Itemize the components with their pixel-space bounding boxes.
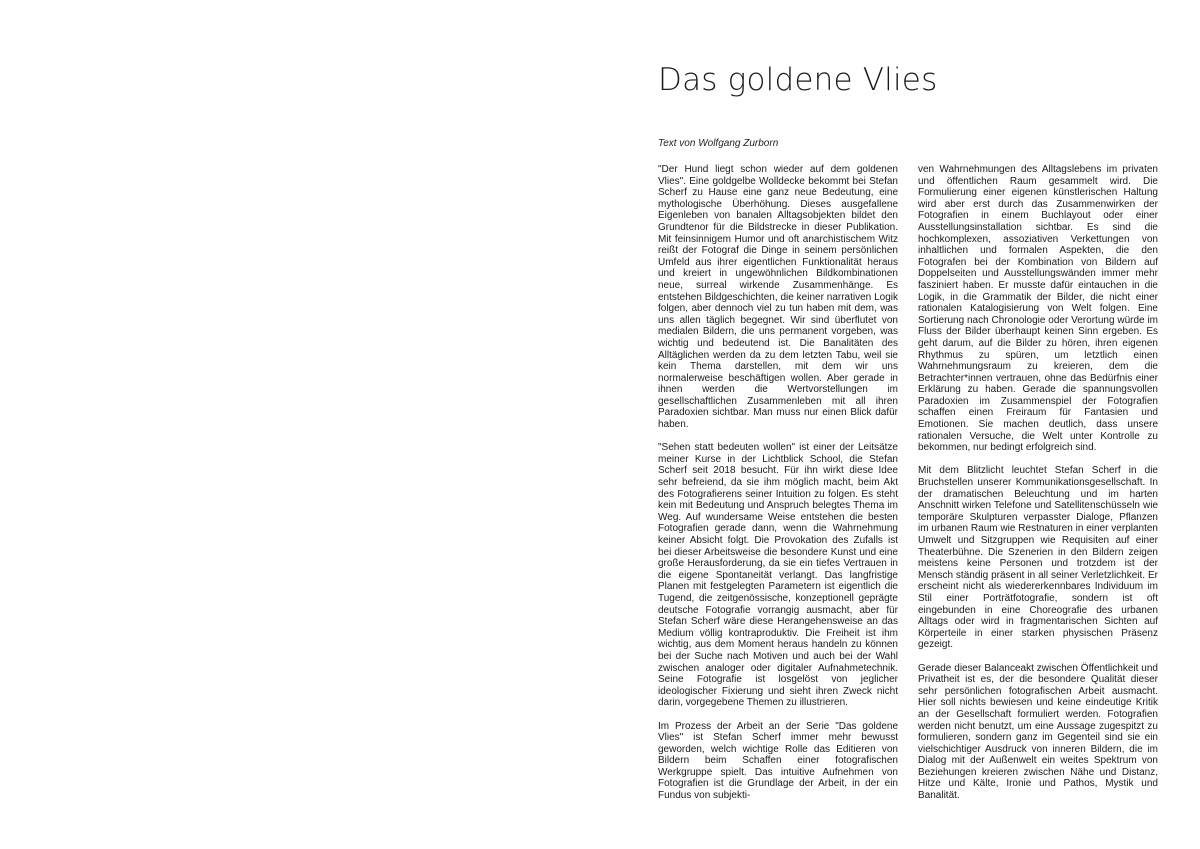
article-title: Das goldene Vlies [658,62,938,98]
paragraph: "Sehen statt bedeuten wollen" ist einer der Leitsätze meiner Kurse in der Lichtblick School, die Stefan Scherf seit 2018 besucht. Für ihn wirkt diese Idee sehr befreiend, da sie ihm möglich macht, beim Akt des Fotografierens seiner Intuition zu folgen. Es steht kein mit Bedeutung und Anspruch belegtes Thema im Weg. Auf wundersame Weise entstehen die besten Fotografien gerade dann, wenn die Wahrnehmung keiner Absicht folgt. Die Provokation des Zufalls ist bei dieser Arbeitsweise die besondere Kunst und eine große Herausforderung, da sie ein tiefes Vertrauen in die eigene Spontaneität verlangt. Das langfristige Planen mit festgelegten Parametern ist eigentlich die Tugend, die zeitgenössische, konzeptionell geprägte deutsche Fotografie vorrangig ausmacht, aber für Stefan Scherf wäre diese Herangehensweise an das Medium völlig kontraproduktiv. Die Freiheit ist ihm wichtig, aus dem Moment heraus handeln zu können bei der Suche nach Motiven und auch bei der Wahl zwischen analoger oder digitaler Aufnahmetechnik. Seine Fotografie ist losgelöst von jeglicher ideologischer Fixierung und sieht ihren Zweck nicht darin, vorgegebene Themen zu illustrieren. [658,442,898,709]
paragraph: Im Prozess der Arbeit an der Serie "Das goldene Vlies" ist Stefan Scherf immer mehr bewusst geworden, welch wichtige Rolle das Editieren von Bildern beim Schaffen einer fotografischen Werkgruppe spielt. Das intuitive Aufnehmen von Fotografien ist die Grundlage der Arbeit, in der ein Fundus von subjekti- [658,720,898,802]
paragraph: ven Wahrnehmungen des Alltagslebens im privaten und öffentlichen Raum gesammelt wird. Die Formulierung einer eigenen künstlerischen Haltung wird aber erst durch das Zusammenwirken der Fotografien in einem Buchlayout oder einer Ausstellungsinstallation sichtbar. Es sind die hochkomplexen, assoziativen Verkettungen von inhaltlichen und formalen Aspekten, die den Fotografen bei der Kombination von Bildern auf Doppelseiten und Ausstellungswänden immer mehr fasziniert haben. Er musste dafür eintauchen in die Logik, in die Grammatik der Bilder, die nicht einer rationalen Katalogisierung von Welt folgen. Eine Sortierung nach Chronologie oder Verortung würde im Fluss der Bilder überhaupt keinen Sinn ergeben. Es geht darum, auf die Bilder zu hören, ihren eigenen Rhythmus zu spüren, um letztlich einen Wahrnehmungsraum zu kreieren, dem die Betrachter*innen vertrauen, ohne das Bedürfnis einer Erklärung zu haben. Gerade die spannungsvollen Paradoxien im Zusammenspiel der Fotografien schaffen einen Freiraum für Fantasien und Emotionen. Sie machen deutlich, dass unsere rationalen Versuche, die Welt unter Kontrolle zu bekommen, nur bedingt erfolgreich sind. [918,164,1158,454]
paragraph: Mit dem Blitzlicht leuchtet Stefan Scherf in die Bruchstellen unserer Kommunikationsgesellschaft. In der dramatischen Beleuchtung und im harten Anschnitt wirken Telefone und Satellitenschüsseln wie temporäre Skulpturen verpasster Dialoge, Pflanzen im urbanen Raum wie Restnaturen in einer verplanten Umwelt und Sitzgruppen wie Requisiten auf einer Theaterbühne. Die Szenerien in den Bildern zeigen meistens keine Personen und trotzdem ist der Mensch ständig präsent in all seiner Verletzlichkeit. Er erscheint nicht als wiedererkennbares Individuum im Stil einer Porträtfotografie, sondern ist oft eingebunden in eine Choreografie des urbanen Alltags oder wird in fragmentarischen Sichten auf Körperteile in einer starken physischen Präsenz gezeigt. [918,465,1158,651]
paragraph: Gerade dieser Balanceakt zwischen Öffentlichkeit und Privatheit ist es, der die besondere Qualität dieser sehr persönlichen fotografischen Arbeit ausmacht. Hier soll nichts bewiesen und keine eindeutige Kritik an der Gesellschaft formuliert werden. Fotografien werden nicht benutzt, um eine Aussage zugespitzt zu formulieren, sondern ganz im Gegenteil sind sie ein vielschichtiger Ausdruck von inneren Bildern, die im Dialog mit der Außenwelt ein weites Spektrum von Beziehungen kreieren zwischen Nähe und Distanz, Hitze und Kälte, Ironie und Pathos, Mystik und Banalität. [918,662,1158,802]
text-column-2 [918,164,1158,802]
text-column-1 [658,164,898,802]
right-page [600,0,1200,849]
article-byline: Text von Wolfgang Zurborn [658,138,779,149]
paragraph: "Der Hund liegt schon wieder auf dem goldenen Vlies". Eine goldgelbe Wolldecke bekommt bei Stefan Scherf zu Hause eine ganz neue Bedeutung, eine mythologische Überhöhung. Dieses ausgefallene Eigenleben von banalen Alltagsobjekten bildet den Grundtenor für die Bildstrecke in dieser Publikation. Mit feinsinnigem Humor und oft anarchistischem Witz reißt der Fotograf die Dinge in seinem persönlichen Umfeld aus ihrer eigentlichen Funktionalität heraus und kreiert in ungewöhnlichen Bildkombinationen neue, surreal wirkende Zusammenhänge. Es entstehen Bildgeschichten, die keiner narrativen Logik folgen, aber dennoch viel zu tun haben mit dem, was uns allen täglich begegnet. Wir sind überflutet von medialen Bildern, die uns permanent vorgeben, was wichtig und bedeutend ist. Die Banalitäten des Alltäglichen werden da zu dem letzten Tabu, weil sie kein Thema darstellen, mit dem wir uns normalerweise beschäftigen wollen. Aber gerade in ihnen werden die Wertvorstellungen im gesellschaftlichen Zusammenleben mit all ihren Paradoxien sichtbar. Man muss nur einen Blick dafür haben. [658,164,898,431]
